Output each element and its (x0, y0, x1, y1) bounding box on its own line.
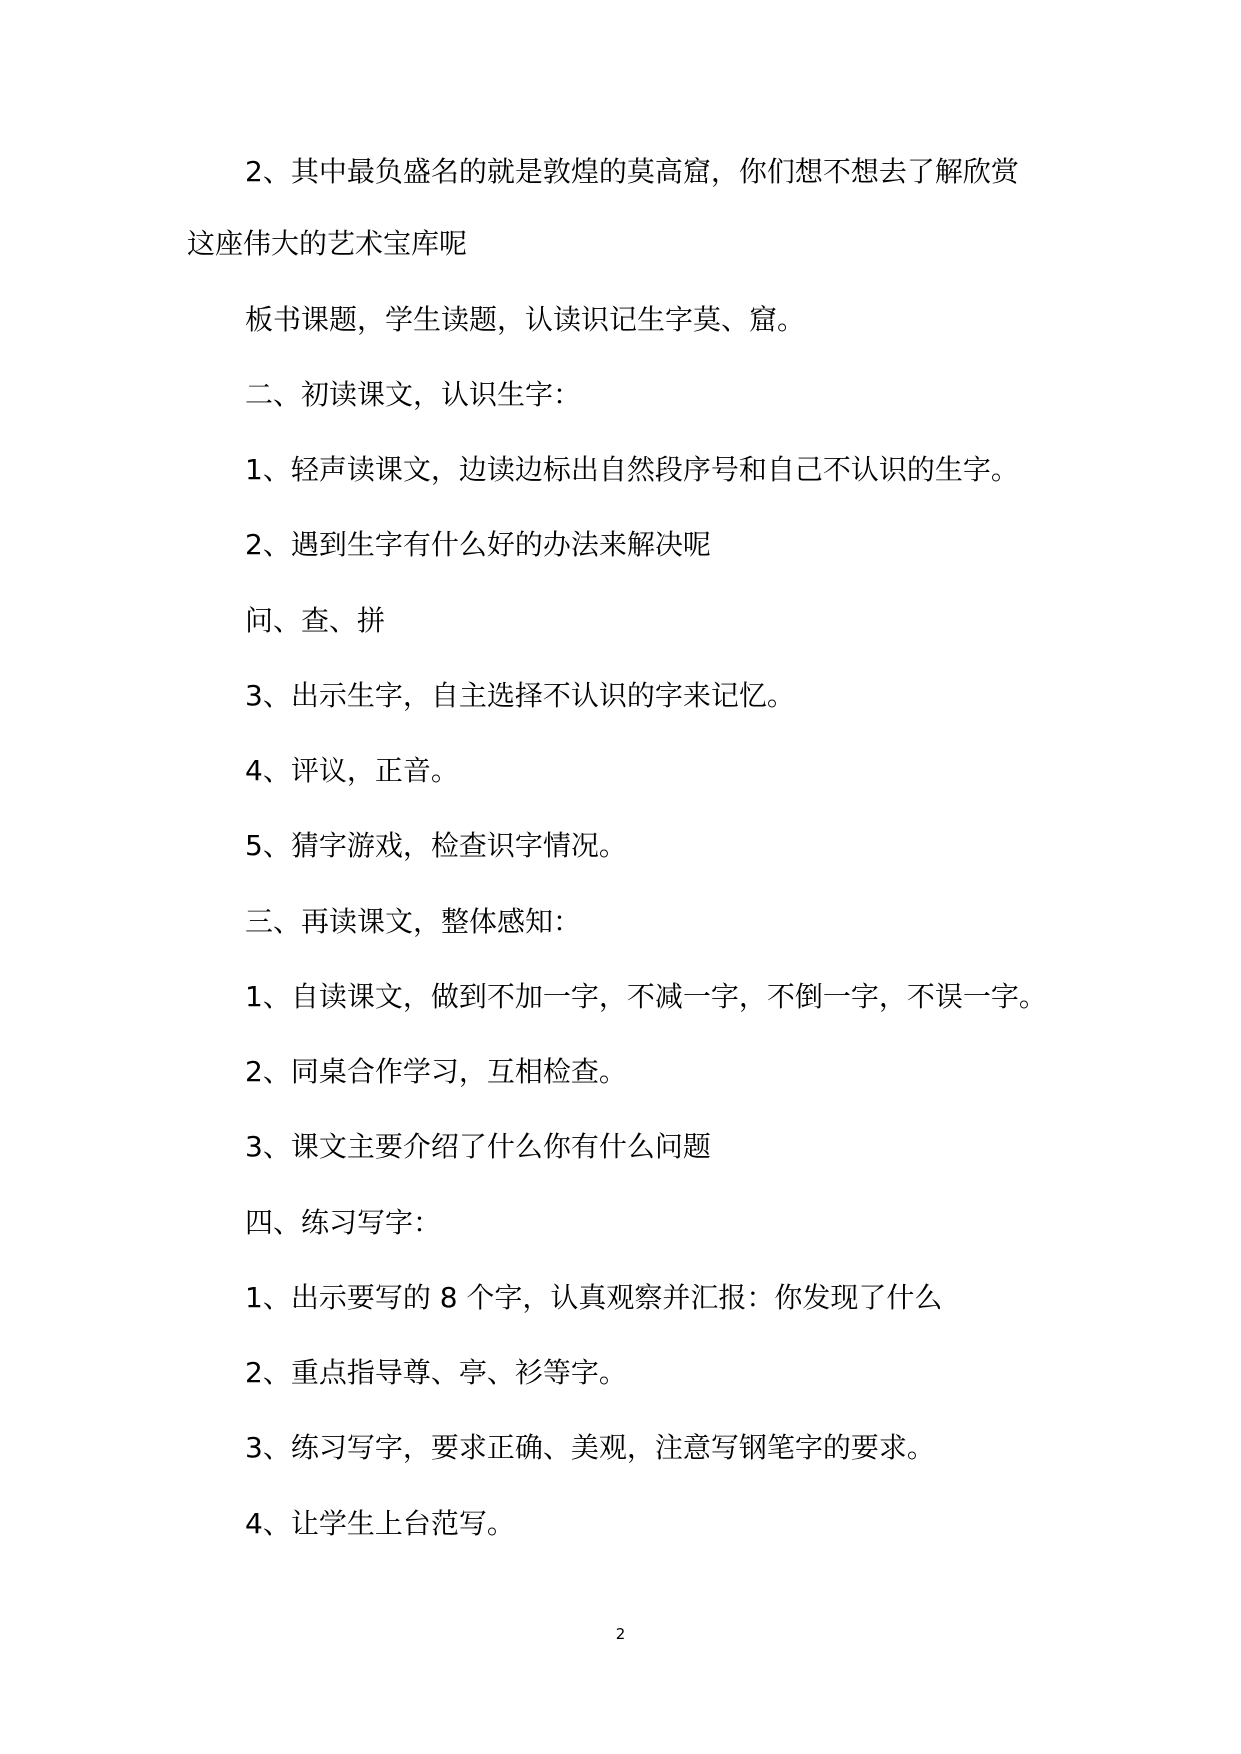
text-line: 2、重点指导尊、亭、衫等字。 (245, 1356, 627, 1389)
section-heading: 四、练习写字： (245, 1206, 442, 1239)
text-line: 板书课题，学生读题，认读识记生字莫、窟。 (245, 303, 806, 336)
section-heading: 三、再读课文，整体感知： (245, 905, 582, 938)
text-line: 1、出示要写的 8 个字，认真观察并汇报：你发现了什么 (245, 1281, 943, 1314)
page-number: 2 (615, 1625, 626, 1643)
text-line: 3、练习写字，要求正确、美观，注意写钢笔字的要求。 (245, 1431, 935, 1464)
text-line: 4、让学生上台范写。 (245, 1507, 515, 1540)
text-line: 2、遇到生字有什么好的办法来解决呢 (245, 528, 711, 561)
text-line: 2、同桌合作学习，互相检查。 (245, 1055, 627, 1088)
text-line: 3、出示生字，自主选择不认识的字来记忆。 (245, 679, 795, 712)
text-line: 2、其中最负盛名的就是敦煌的莫高窟，你们想不想去了解欣赏 (245, 155, 1019, 188)
text-line: 4、评议，正音。 (245, 754, 459, 787)
text-line: 1、自读课文，做到不加一字，不减一字，不倒一字，不误一字。 (245, 980, 1047, 1013)
section-heading: 二、初读课文，认识生字： (245, 378, 582, 411)
text-line: 问、查、拼 (245, 604, 386, 637)
text-line: 3、课文主要介绍了什么你有什么问题 (245, 1130, 711, 1163)
text-line: 这座伟大的艺术宝库呢 (187, 227, 468, 260)
text-line: 1、轻声读课文，边读边标出自然段序号和自己不认识的生字。 (245, 453, 1019, 486)
text-line: 5、猜字游戏，检查识字情况。 (245, 829, 627, 862)
